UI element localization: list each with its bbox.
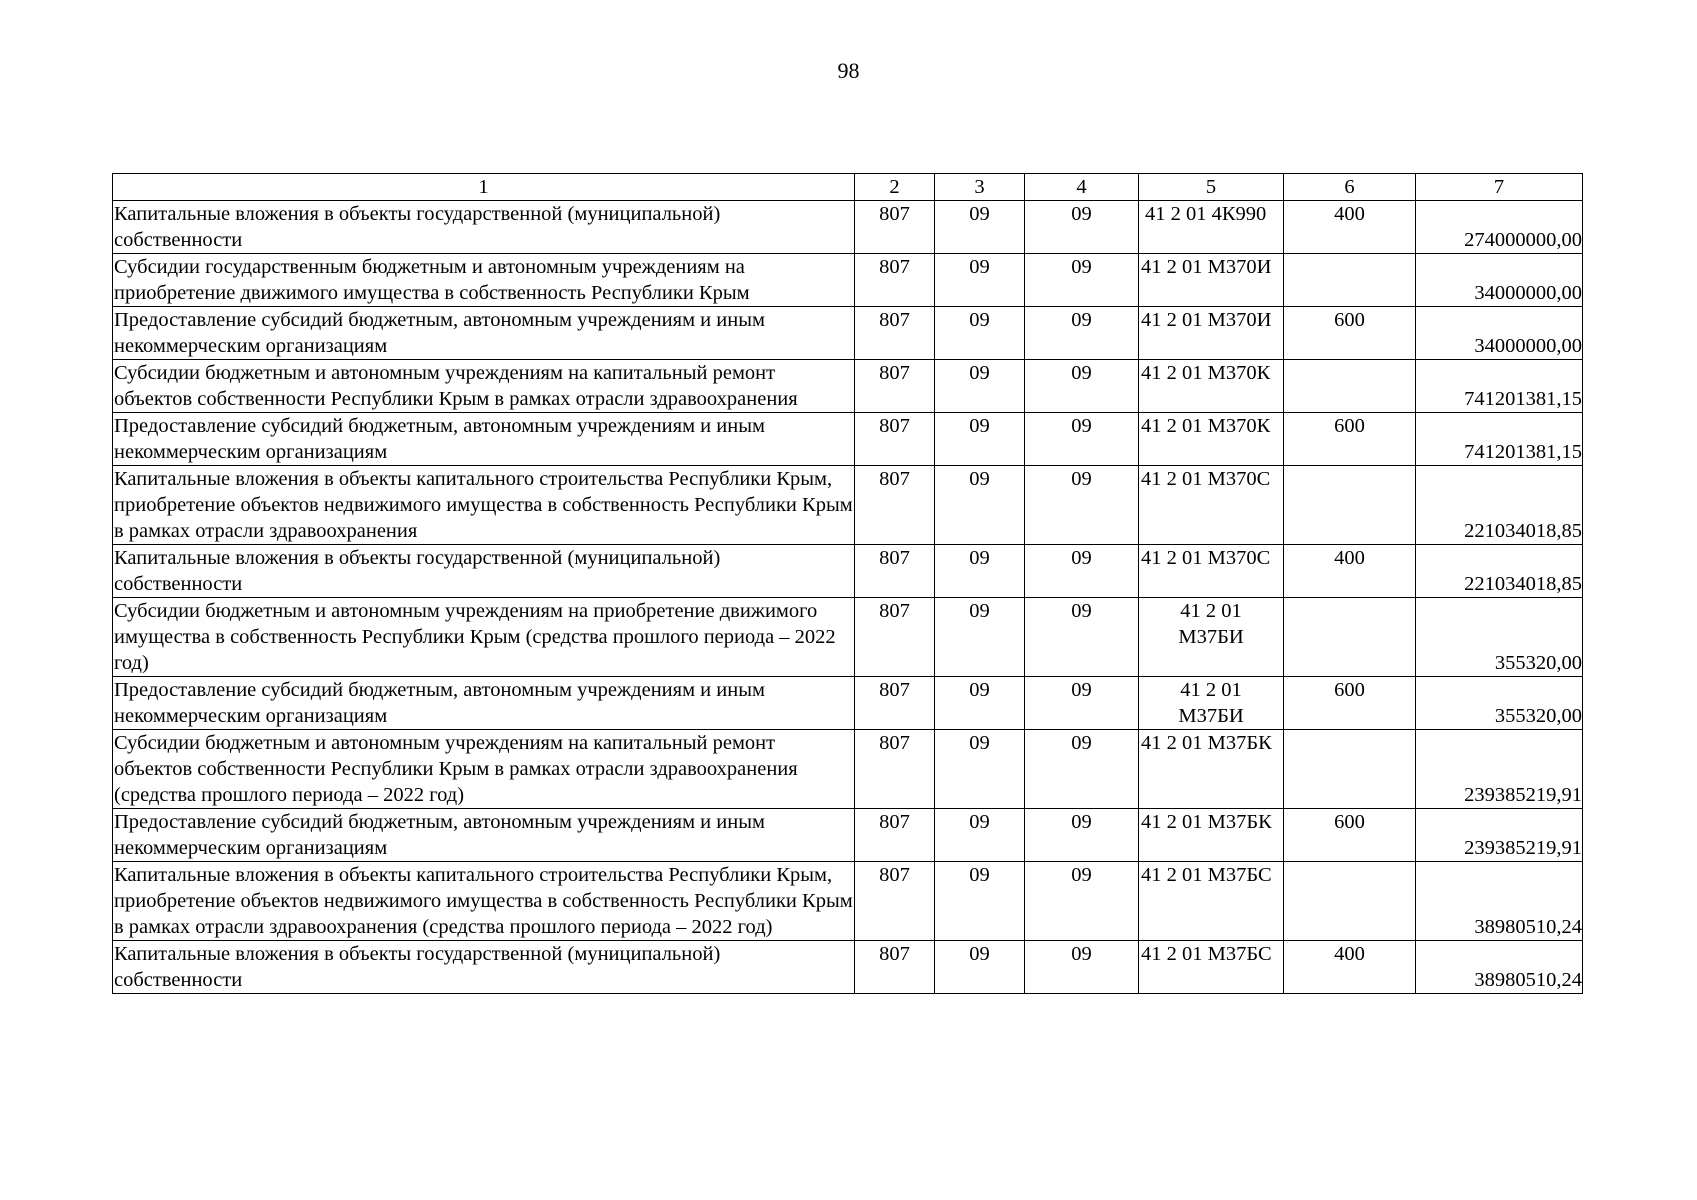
section-code: 09 (935, 254, 1025, 307)
table-row (113, 598, 1583, 677)
expense-type-code (1284, 360, 1416, 413)
subsection-code: 09 (1025, 677, 1139, 730)
grbs-code: 807 (855, 941, 935, 994)
grbs-code: 807 (855, 809, 935, 862)
column-header: 3 (935, 174, 1025, 201)
section-code: 09 (935, 598, 1025, 677)
column-header: 4 (1025, 174, 1139, 201)
section-code: 09 (935, 413, 1025, 466)
grbs-code: 807 (855, 413, 935, 466)
column-header: 6 (1284, 174, 1416, 201)
expense-name: Предоставление субсидий бюджетным, автономным учреждениям и иным некоммерческим организациям (113, 809, 855, 862)
expense-name: Предоставление субсидий бюджетным, автономным учреждениям и иным некоммерческим организациям (113, 307, 855, 360)
section-code: 09 (935, 545, 1025, 598)
amount: 741201381,15 (1416, 413, 1583, 466)
expense-name: Субсидии государственным бюджетным и автономным учреждениям на приобретение движимого имущества в собственность Республики Крым (113, 254, 855, 307)
column-header: 1 (113, 174, 855, 201)
target-article-code: 41 2 01 М37БС (1139, 862, 1284, 941)
subsection-code: 09 (1025, 809, 1139, 862)
expense-name: Капитальные вложения в объекты государственной (муниципальной) собственности (113, 941, 855, 994)
amount: 38980510,24 (1416, 941, 1583, 994)
table-row (113, 730, 1583, 809)
amount: 221034018,85 (1416, 545, 1583, 598)
table-row (113, 307, 1583, 360)
subsection-code: 09 (1025, 598, 1139, 677)
table-row (113, 360, 1583, 413)
expense-type-code: 400 (1284, 545, 1416, 598)
grbs-code: 807 (855, 545, 935, 598)
subsection-code: 09 (1025, 360, 1139, 413)
target-article-code: 41 2 01 М37БС (1139, 941, 1284, 994)
table-header-row (113, 174, 1583, 201)
section-code: 09 (935, 360, 1025, 413)
expense-type-code: 600 (1284, 677, 1416, 730)
expense-name: Предоставление субсидий бюджетным, автономным учреждениям и иным некоммерческим организациям (113, 677, 855, 730)
section-code: 09 (935, 677, 1025, 730)
amount: 38980510,24 (1416, 862, 1583, 941)
subsection-code: 09 (1025, 254, 1139, 307)
amount: 741201381,15 (1416, 360, 1583, 413)
amount: 34000000,00 (1416, 254, 1583, 307)
expense-name: Субсидии бюджетным и автономным учреждениям на капитальный ремонт объектов собственности Республики Крым в рамках отрасли здравоохранения (113, 360, 855, 413)
amount: 355320,00 (1416, 598, 1583, 677)
target-article-code: 41 2 01 М370И (1139, 254, 1284, 307)
table-row (113, 545, 1583, 598)
expense-name: Субсидии бюджетным и автономным учреждениям на капитальный ремонт объектов собственности Республики Крым в рамках отрасли здравоохранения (средства прошлого периода – 2022 год) (113, 730, 855, 809)
expense-type-code: 600 (1284, 809, 1416, 862)
target-article-code: 41 2 01 М370И (1139, 307, 1284, 360)
column-header: 5 (1139, 174, 1284, 201)
table-row (113, 466, 1583, 545)
expense-type-code: 400 (1284, 941, 1416, 994)
grbs-code: 807 (855, 254, 935, 307)
expense-name: Капитальные вложения в объекты государственной (муниципальной) собственности (113, 201, 855, 254)
target-article-code: 41 2 01 М370С (1139, 545, 1284, 598)
grbs-code: 807 (855, 201, 935, 254)
expense-type-code (1284, 598, 1416, 677)
table-row (113, 254, 1583, 307)
table-row (113, 862, 1583, 941)
subsection-code: 09 (1025, 307, 1139, 360)
expense-name: Субсидии бюджетным и автономным учреждениям на приобретение движимого имущества в собственность Республики Крым (средства прошлого периода – 2022 год) (113, 598, 855, 677)
grbs-code: 807 (855, 598, 935, 677)
subsection-code: 09 (1025, 466, 1139, 545)
page-number: 98 (837, 58, 860, 83)
target-article-code: 41 2 01 М370С (1139, 466, 1284, 545)
subsection-code: 09 (1025, 201, 1139, 254)
target-article-code: 41 2 01 М370К (1139, 413, 1284, 466)
subsection-code: 09 (1025, 730, 1139, 809)
target-article-code: 41 2 01 4К990 (1139, 201, 1284, 254)
target-article-code: 41 2 01 М37БИ (1139, 598, 1284, 677)
expense-type-code (1284, 254, 1416, 307)
grbs-code: 807 (855, 307, 935, 360)
section-code: 09 (935, 307, 1025, 360)
amount: 274000000,00 (1416, 201, 1583, 254)
section-code: 09 (935, 809, 1025, 862)
target-article-code: 41 2 01 М37БИ (1139, 677, 1284, 730)
table-row (113, 413, 1583, 466)
expense-name: Капитальные вложения в объекты капитального строительства Республики Крым, приобретение объектов недвижимого имущества в собственность Республики Крым в рамках отрасли здравоохранения (113, 466, 855, 545)
section-code: 09 (935, 862, 1025, 941)
table-row (113, 941, 1583, 994)
amount: 239385219,91 (1416, 730, 1583, 809)
section-code: 09 (935, 941, 1025, 994)
grbs-code: 807 (855, 862, 935, 941)
expense-type-code: 600 (1284, 307, 1416, 360)
expense-name: Предоставление субсидий бюджетным, автономным учреждениям и иным некоммерческим организациям (113, 413, 855, 466)
subsection-code: 09 (1025, 941, 1139, 994)
subsection-code: 09 (1025, 862, 1139, 941)
amount: 239385219,91 (1416, 809, 1583, 862)
subsection-code: 09 (1025, 413, 1139, 466)
grbs-code: 807 (855, 677, 935, 730)
expense-type-code (1284, 730, 1416, 809)
column-header: 2 (855, 174, 935, 201)
subsection-code: 09 (1025, 545, 1139, 598)
table-row (113, 677, 1583, 730)
target-article-code: 41 2 01 М37БК (1139, 730, 1284, 809)
expense-type-code: 400 (1284, 201, 1416, 254)
section-code: 09 (935, 201, 1025, 254)
expense-name: Капитальные вложения в объекты государственной (муниципальной) собственности (113, 545, 855, 598)
amount: 355320,00 (1416, 677, 1583, 730)
grbs-code: 807 (855, 360, 935, 413)
target-article-code: 41 2 01 М37БК (1139, 809, 1284, 862)
grbs-code: 807 (855, 466, 935, 545)
table-row (113, 201, 1583, 254)
column-header: 7 (1416, 174, 1583, 201)
amount: 34000000,00 (1416, 307, 1583, 360)
target-article-code: 41 2 01 М370К (1139, 360, 1284, 413)
amount: 221034018,85 (1416, 466, 1583, 545)
budget-table (112, 173, 1583, 994)
table-row (113, 809, 1583, 862)
expense-type-code: 600 (1284, 413, 1416, 466)
expense-name: Капитальные вложения в объекты капитального строительства Республики Крым, приобретение объектов недвижимого имущества в собственность Республики Крым в рамках отрасли здравоохранения (средства прошлого периода – 2022 год) (113, 862, 855, 941)
expense-type-code (1284, 466, 1416, 545)
expense-type-code (1284, 862, 1416, 941)
grbs-code: 807 (855, 730, 935, 809)
section-code: 09 (935, 466, 1025, 545)
section-code: 09 (935, 730, 1025, 809)
